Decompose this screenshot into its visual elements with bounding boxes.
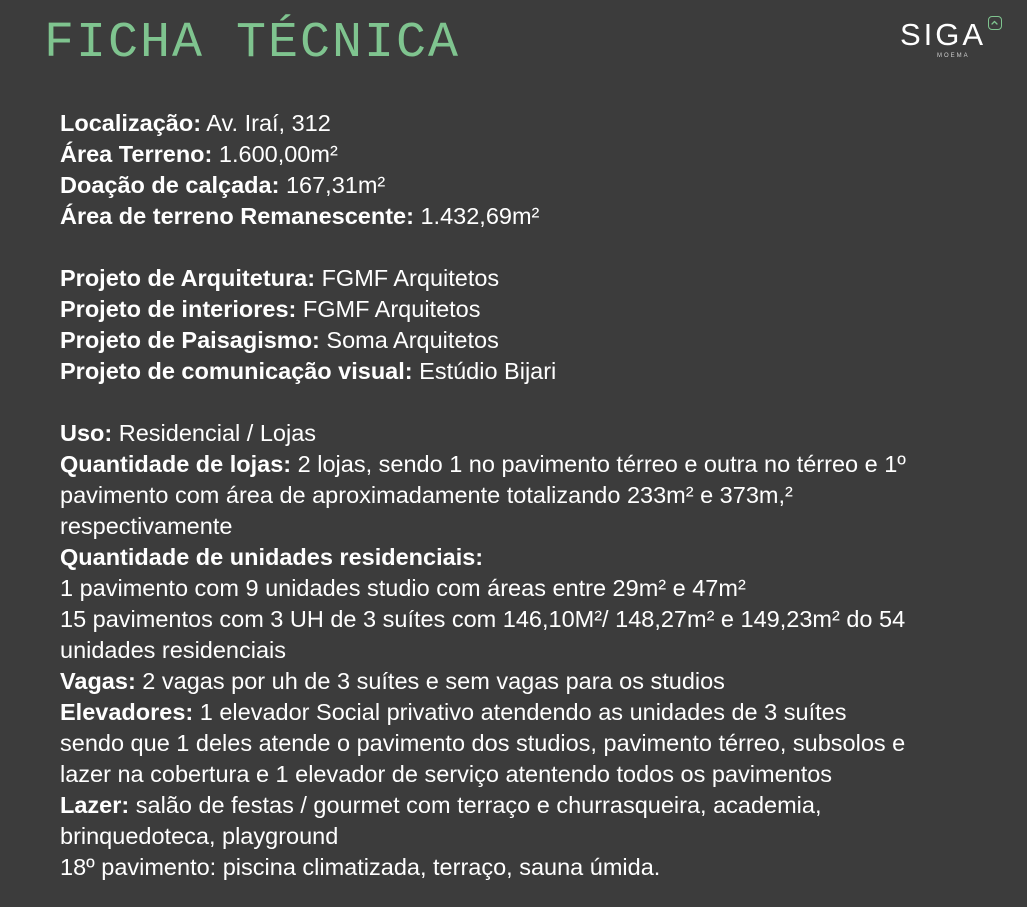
spec-value: salão de festas / gourmet com terraço e churrasqueira, academia, — [129, 792, 822, 818]
spec-projeto-paisagismo — [60, 325, 1010, 356]
spec-label: Quantidade de unidades residenciais: — [60, 544, 484, 570]
spec-value: FGMF Arquitetos — [296, 296, 481, 322]
spec-label: Projeto de interiores: — [60, 296, 297, 322]
spec-label: Área Terreno: — [60, 141, 213, 167]
spec-value: Soma Arquitetos — [319, 327, 499, 353]
spec-value: Residencial / Lojas — [112, 420, 317, 446]
spec-quantidade-unidades — [60, 542, 1010, 573]
spec-text-line: lazer na cobertura e 1 elevador de serviço atentendo todos os pavimentos — [60, 761, 833, 787]
spec-value: 167,31m² — [279, 172, 386, 198]
spec-elevadores — [60, 697, 1010, 728]
spec-doacao-calcada — [60, 170, 1010, 201]
spec-uso — [60, 418, 1010, 449]
spec-text-line: 15 pavimentos com 3 UH de 3 suítes com 146,10M²/ 148,27m² e 149,23m² do 54 — [60, 606, 906, 632]
spec-value: Av. Iraí, 312 — [201, 110, 331, 136]
spec-content — [60, 108, 1010, 883]
spec-value: 1.432,69m² — [413, 203, 540, 229]
spec-label: Projeto de Arquitetura: — [60, 265, 316, 291]
logo-badge-icon — [988, 16, 1002, 30]
section-spacer — [60, 232, 1010, 263]
spec-label: Projeto de comunicação visual: — [60, 358, 413, 384]
spec-value: 2 vagas por uh de 3 suítes e sem vagas para os studios — [135, 668, 725, 694]
spec-label: Quantidade de lojas: — [60, 451, 292, 477]
spec-projeto-interiores — [60, 294, 1010, 325]
spec-value: 1.600,00m² — [212, 141, 338, 167]
logo-subtitle: MOEMA — [937, 53, 970, 59]
spec-projeto-arquitetura — [60, 263, 1010, 294]
spec-area-remanescente — [60, 201, 1010, 232]
spec-label: Doação de calçada: — [60, 172, 280, 198]
spec-quantidade-lojas — [60, 449, 1010, 480]
spec-label: Vagas: — [60, 668, 136, 694]
page-title: FICHA TÉCNICA — [44, 15, 461, 72]
spec-projeto-comunicacao — [60, 356, 1010, 387]
spec-label: Localização: — [60, 110, 202, 136]
spec-label: Projeto de Paisagismo: — [60, 327, 320, 353]
logo-wordmark: SIGA — [900, 17, 987, 52]
siga-logo — [900, 14, 1010, 66]
section-spacer — [60, 387, 1010, 418]
spec-text-line: 18º pavimento: piscina climatizada, terraço, sauna úmida. — [60, 854, 661, 880]
spec-vagas — [60, 666, 1010, 697]
spec-lazer — [60, 790, 1010, 821]
spec-value: FGMF Arquitetos — [315, 265, 500, 291]
spec-text-line: unidades residenciais — [60, 637, 287, 663]
spec-label: Uso: — [60, 420, 113, 446]
spec-text-line: 1 pavimento com 9 unidades studio com áreas entre 29m² e 47m² — [60, 575, 746, 601]
spec-area-terreno — [60, 139, 1010, 170]
spec-localizacao — [60, 108, 1010, 139]
spec-value: Estúdio Bijari — [412, 358, 557, 384]
spec-value: 1 elevador Social privativo atendendo as unidades de 3 suítes — [193, 699, 847, 725]
spec-text-line: respectivamente — [60, 513, 233, 539]
spec-text-line: sendo que 1 deles atende o pavimento dos studios, pavimento térreo, subsolos e — [60, 730, 906, 756]
spec-text-line: brinquedoteca, playground — [60, 823, 339, 849]
spec-label: Lazer: — [60, 792, 130, 818]
spec-label: Área de terreno Remanescente: — [60, 203, 414, 229]
spec-label: Elevadores: — [60, 699, 194, 725]
spec-value: 2 lojas, sendo 1 no pavimento térreo e outra no térreo e 1º — [291, 451, 906, 477]
spec-text-line: pavimento com área de aproximadamente totalizando 233m² e 373m,² — [60, 482, 793, 508]
